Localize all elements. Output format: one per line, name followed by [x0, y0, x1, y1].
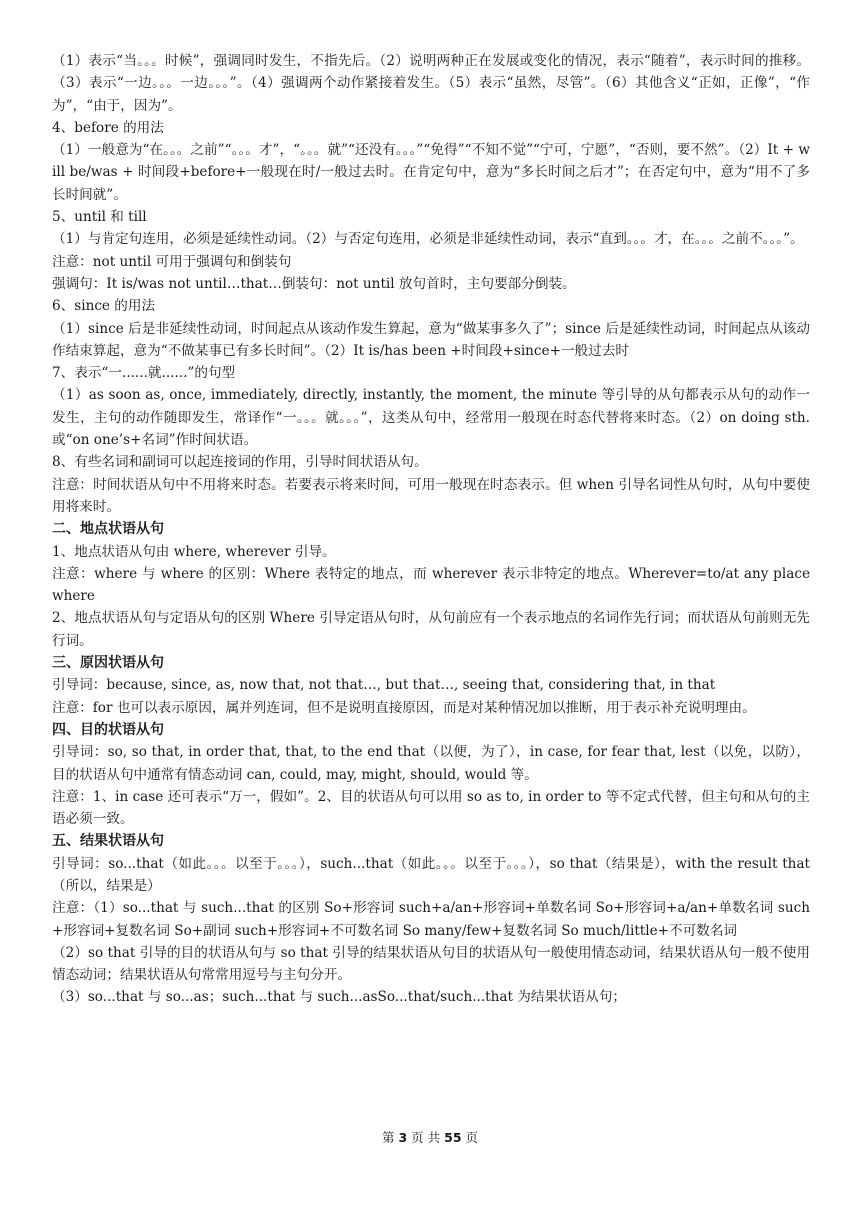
- paragraph: （3）so...that 与 so...as；such...that 与 such...asSo...that/such...that 为结果状语从句；: [52, 989, 627, 1006]
- paragraph: 4、before 的用法: [52, 119, 164, 136]
- paragraph: （1）与肯定句连用，必须是延续性动词。（2）与否定句连用，必须是非延续性动词，表示“直到。。。才，在。。。之前不。。。”。: [52, 231, 804, 248]
- paragraph: 引导词：so...that（如此。。。以至于。。。），such...that（如此。。。以至于。。。），so that（结果是），with the result that（所以，结果是）: [52, 855, 810, 894]
- section-heading: 四、目的状语从句: [52, 721, 164, 738]
- footer-middle: 页 共: [411, 1130, 441, 1145]
- footer-total-pages: 55: [444, 1130, 462, 1145]
- footer-page-number: 3: [398, 1130, 408, 1145]
- footer-suffix: 页: [465, 1130, 479, 1145]
- paragraph: 7、表示“一......就......”的句型: [52, 365, 236, 382]
- section-heading: 三、原因状语从句: [52, 655, 164, 672]
- section-heading: 五、结果状语从句: [52, 833, 164, 850]
- paragraph: 注意：时间状语从句中不用将来时态。若要表示将来时间，可用一般现在时态表示。但 when 引导名词性从句时，从句中要使用将来时。: [52, 476, 810, 515]
- paragraph: 引导词：so, so that, in order that, that, to the end that（以便，为了），in case, for fear that, lest（以免，以防），目的状语从句中通常有情态动词 can, could, may, might, should, would 等。: [52, 744, 810, 783]
- paragraph: 6、since 的用法: [52, 298, 156, 315]
- paragraph: 5、until 和 till: [52, 209, 147, 226]
- paragraph: 1、地点状语从句由 where, wherever 引导。: [52, 543, 336, 560]
- paragraph: 注意：1、in case 还可表示“万一，假如”。2、目的状语从句可以用 so as to, in order to 等不定式代替，但主句和从句的主语必须一致。: [52, 788, 810, 828]
- section-heading: 二、地点状语从句: [52, 521, 164, 538]
- paragraph: 注意：for 也可以表示原因，属并列连词，但不是说明直接原因，而是对某种情况加以推断，用于表示补充说明理由。: [52, 699, 756, 716]
- paragraph: （1）表示“当。。。时候”，强调同时发生，不指先后。（2）说明两种正在发展或变化的情况，表示“随着”，表示时间的推移。（3）表示“一边。。。一边。。。”。（4）强调两个动作紧接着发生。（5）表示“虽然，尽管”。（6）其他含义“正如，正像”，“作为”，“由于，因为”。: [52, 53, 810, 114]
- paragraph: 注意：where 与 where 的区别：Where 表特定的地点，而 wherever 表示非特定的地点。Wherever=to/at any place where: [52, 565, 810, 605]
- paragraph: 强调句：It is/was not until…that…倒装句：not until 放句首时，主句要部分倒装。: [52, 275, 576, 292]
- paragraph: （1）一般意为“在。。。之前”“。。。才”，“。。。就”“还没有。。。”“免得”“不知不觉”“宁可，宁愿”，“否则，要不然”。（2）It + will be/was + 时间段+before+一般现在时/一般过去时。在肯定句中，意为“多长时间之后才”；在否定句中，意为“用不了多长时间就”。: [52, 142, 810, 203]
- paragraph: 注意：（1）so...that 与 such...that 的区别 So+形容词 such+a/an+形容词+单数名词 So+形容词+a/an+单数名词 such+形容词+复数名词 So+副词 such+形容词+不可数名词 So many/few+复数名词 So much/little+不可数名词: [52, 900, 810, 939]
- paragraph: 2、地点状语从句与定语从句的区别 Where 引导定语从句时，从句前应有一个表示地点的名词作先行词；而状语从句前则无先行词。: [52, 610, 810, 649]
- paragraph: 8、有些名词和副词可以起连接词的作用，引导时间状语从句。: [52, 454, 428, 471]
- page-content: [52, 50, 810, 1009]
- paragraph: （1）as soon as, once, immediately, directly, instantly, the moment, the minute 等引导的从句都表示从句的动作一发生，主句的动作随即发生，常译作“一。。。就。。。”，这类从句中，经常用一般现在时态代替将来时态。（2）on doing sth. 或“on one’s+名词”作时间状语。: [52, 387, 810, 449]
- page-footer: [0, 1128, 860, 1146]
- paragraph: 注意：not until 可用于强调句和倒装句: [52, 253, 292, 270]
- footer-prefix: 第: [381, 1130, 395, 1145]
- paragraph: （1）since 后是非延续性动词，时间起点从该动作发生算起，意为“做某事多久了”；since 后是延续性动词，时间起点从该动作结束算起，意为“不做某事已有多长时间”。（2）It is/has been +时间段+since+一般过去时: [52, 320, 810, 359]
- paragraph: 引导词：because, since, as, now that, not that…, but that…, seeing that, considering that, in that: [52, 677, 716, 694]
- paragraph: （2）so that 引导的目的状语从句与 so that 引导的结果状语从句目的状语从句一般使用情态动词，结果状语从句一般不使用情态动词；结果状语从句常常用逗号与主句分开。: [52, 944, 811, 984]
